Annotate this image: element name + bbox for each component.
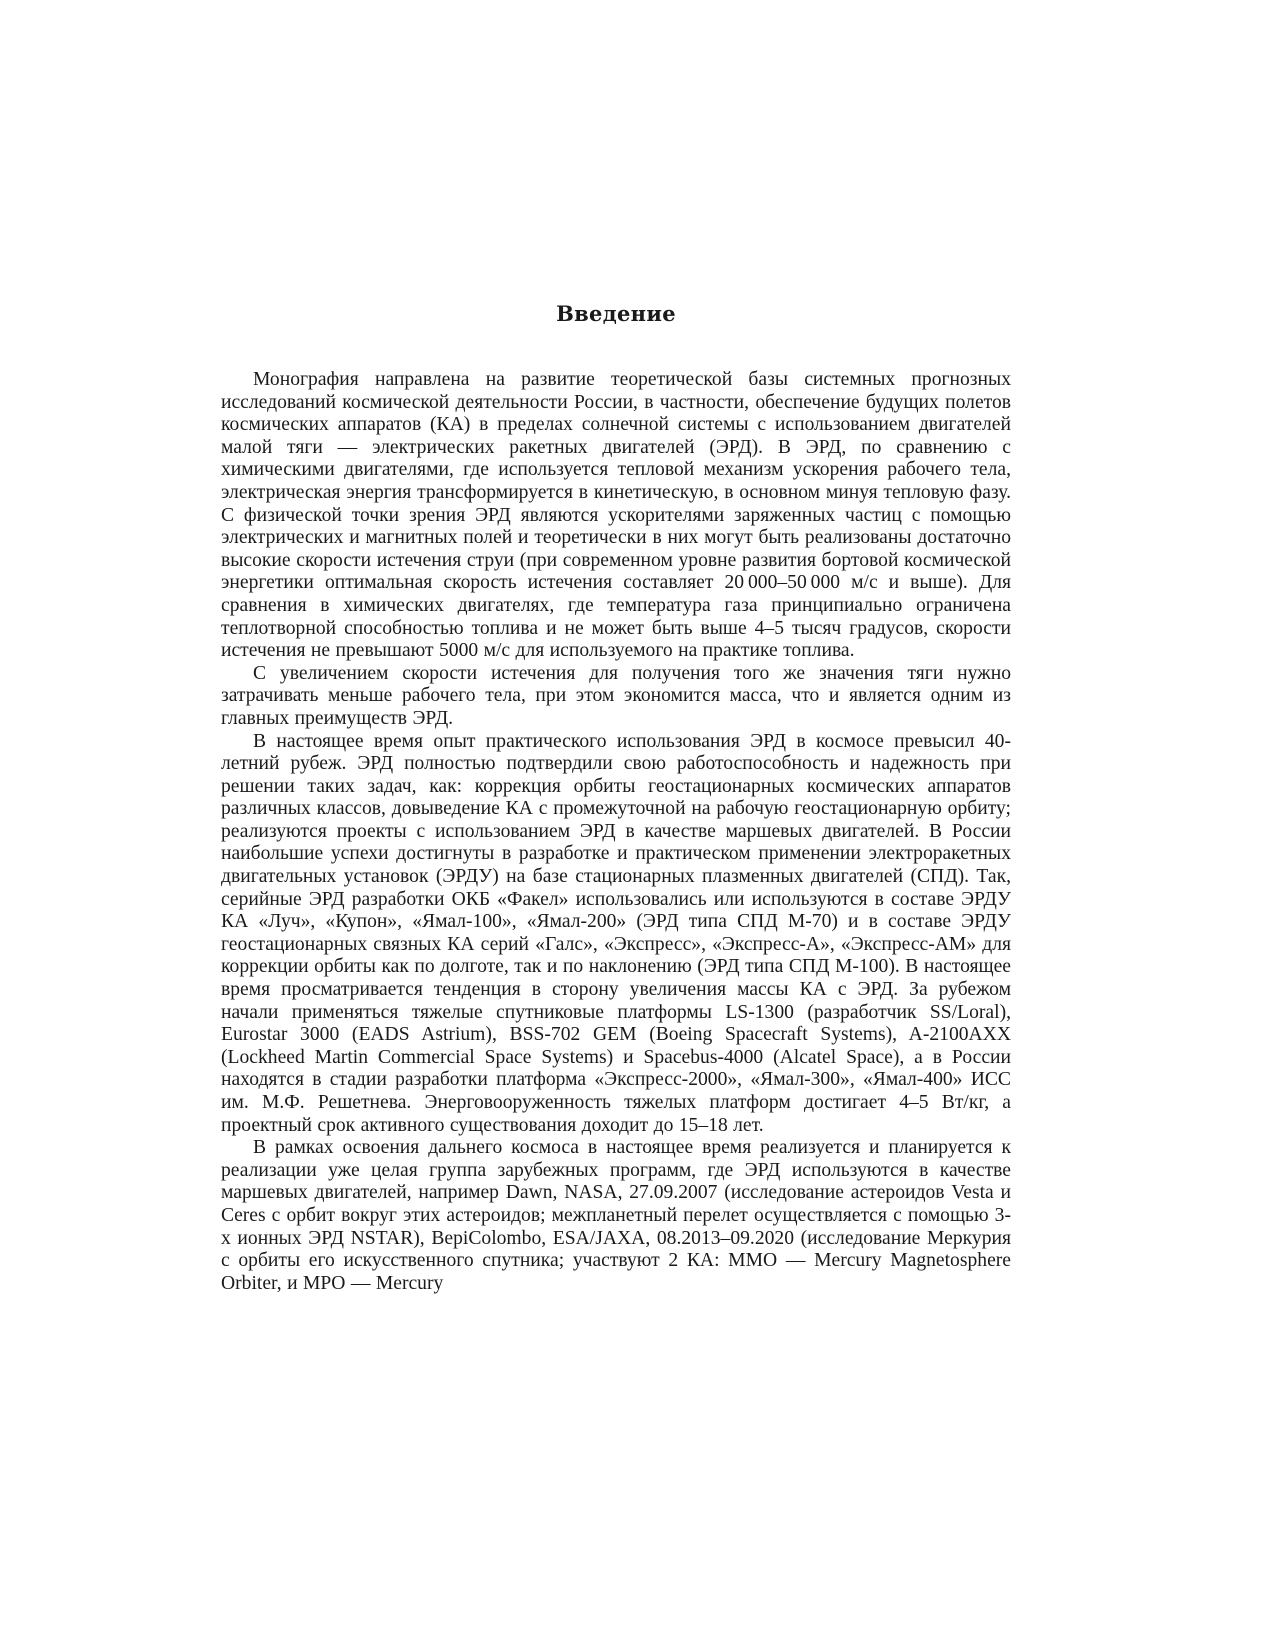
page-title: Введение bbox=[556, 301, 676, 326]
page-body bbox=[221, 300, 1011, 1295]
paragraph-1: Монография направлена на развитие теоретической базы системных прогнозных исследований космической деятельности России, в частности, обеспечение будущих полетов космических аппаратов (КА) в пределах солнечной системы с использованием двигателей малой тяги — электрических ракетных двигателей (ЭРД). В ЭРД, по сравнению с химическими двигателями, где используется тепловой механизм ускорения рабочего тела, электрическая энергия трансформируется в кинетическую, в основном минуя тепловую фазу. С физической точки зрения ЭРД являются ускорителями заряженных частиц с помощью электрических и магнитных полей и теоретически в них могут быть реализованы достаточно высокие скорости истечения струи (при современном уровне развития бортовой космической энергетики оптимальная скорость истечения составляет 20 000–50 000 м/с и выше). Для сравнения в химических двигателях, где температура газа принципиально ограничена теплотворной способностью топлива и не может быть выше 4–5 тысяч градусов, скорости истечения не превышают 5000 м/с для используемого на практике топлива. bbox=[221, 369, 1011, 662]
paragraph-4: В рамках освоения дальнего космоса в настоящее время реализуется и планируется к реализации уже целая группа зарубежных программ, где ЭРД используются в качестве маршевых двигателей, например Dawn, NASA, 27.09.2007 (исследование астероидов Vesta и Ceres с орбит вокруг этих астероидов; межпланетный перелет осуществляется с помощью 3-х ионных ЭРД NSTAR), BepiColombo, ESA/JAXA, 08.2013–09.2020 (исследование Меркурия с орбиты его искусственного спутника; участвуют 2 КА: MMO — Mercury Magnetosphere Orbiter, и MPO — Mercury bbox=[221, 1137, 1011, 1294]
paragraph-2: С увеличением скорости истечения для получения того же значения тяги нужно затрачивать меньше рабочего тела, при этом экономится масса, что и является одним из главных преимуществ ЭРД. bbox=[221, 662, 1011, 729]
paragraph-3: В настоящее время опыт практического использования ЭРД в космосе превысил 40-летний рубеж. ЭРД полностью подтвердили свою работоспособность и надежность при решении таких задач, как: коррекция орбиты геостационарных космических аппаратов различных классов, довыведение КА с промежуточной на рабочую геостационарную орбиту; реализуются проекты с использованием ЭРД в качестве маршевых двигателей. В России наибольшие успехи достигнуты в разработке и практическом применении электроракетных двигательных установок (ЭРДУ) на базе стационарных плазменных двигателей (СПД). Так, серийные ЭРД разработки ОКБ «Факел» использовались или используются в составе ЭРДУ КА «Луч», «Купон», «Ямал-100», «Ямал-200» (ЭРД типа СПД М-70) и в составе ЭРДУ геостационарных связных КА серий «Галс», «Экспресс», «Экспресс-А», «Экспресс-АМ» для коррекции орбиты как по долготе, так и по наклонению (ЭРД типа СПД М-100). В настоящее время просматривается тенденция в сторону увеличения массы КА с ЭРД. За рубежом начали применяться тяжелые спутниковые платформы LS-1300 (разработчик SS/Loral), Eurostar 3000 (EADS Astrium), BSS-702 GEM (Boeing Spacecraft Systems), A-2100AXX (Lockheed Martin Commercial Space Systems) и Spacebus-4000 (Alcatel Space), а в России находятся в стадии разработки платформа «Экспресс-2000», «Ямал-300», «Ямал-400» ИСС им. М.Ф. Решетнева. Энерговооруженность тяжелых платформ достигает 4–5 Вт/кг, а проектный срок активного существования доходит до 15–18 лет. bbox=[221, 730, 1011, 1136]
